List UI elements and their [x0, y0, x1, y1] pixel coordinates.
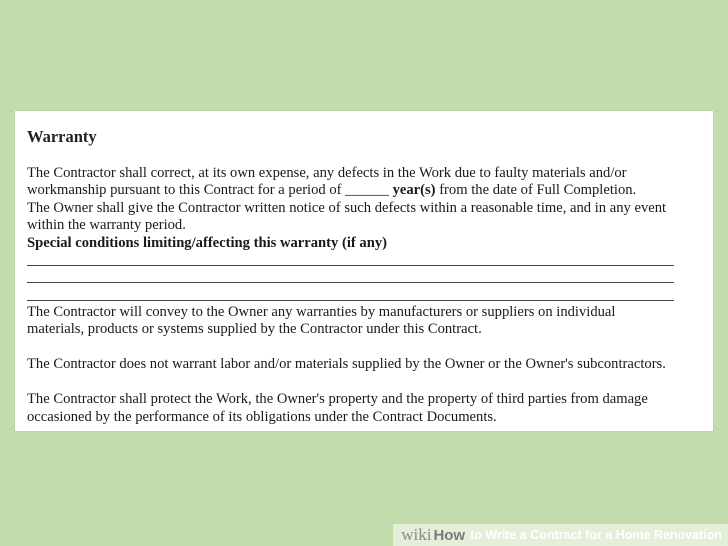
paragraph-4-line-2: occasioned by the performance of its obligations under the Contract Documents. — [27, 409, 497, 425]
paragraph-3: The Contractor does not warrant labor and/or materials supplied by the Owner or the Owner's subcontractors. — [27, 356, 666, 372]
warranty-document — [15, 111, 713, 431]
blank-line-1 — [27, 265, 674, 266]
article-title: to Write a Contract for a Home Renovation — [470, 528, 722, 542]
how-logo-text: How — [433, 526, 466, 544]
years-label: year(s) — [392, 182, 436, 198]
paragraph-1-line-2 — [27, 181, 636, 199]
paragraph-1-line-2-prefix: workmanship pursuant to this Contract for a period of ______ — [27, 182, 393, 198]
paragraph-2-line-2: materials, products or systems supplied by the Contractor under this Contract. — [27, 321, 482, 337]
wikihow-caption — [393, 524, 728, 546]
paragraph-1-line-2-suffix: from the date of Full Completion. — [435, 182, 637, 198]
section-title: Warranty — [27, 127, 97, 146]
paragraph-2-line-1: The Contractor will convey to the Owner any warranties by manufacturers or suppliers on individual — [27, 304, 616, 320]
paragraph-1-line-4: within the warranty period. — [27, 217, 186, 233]
special-conditions-label: Special conditions limiting/affecting this warranty (if any) — [27, 235, 387, 251]
paragraph-1-line-1: The Contractor shall correct, at its own expense, any defects in the Work due to faulty materials and/or — [27, 165, 627, 181]
blank-line-2 — [27, 282, 674, 283]
paragraph-4-line-1: The Contractor shall protect the Work, the Owner's property and the property of third parties from damage — [27, 391, 648, 407]
blank-line-3 — [27, 300, 674, 301]
paragraph-1-line-3: The Owner shall give the Contractor written notice of such defects within a reasonable time, and in any event — [27, 200, 667, 216]
wiki-logo-text: wiki — [401, 525, 432, 544]
